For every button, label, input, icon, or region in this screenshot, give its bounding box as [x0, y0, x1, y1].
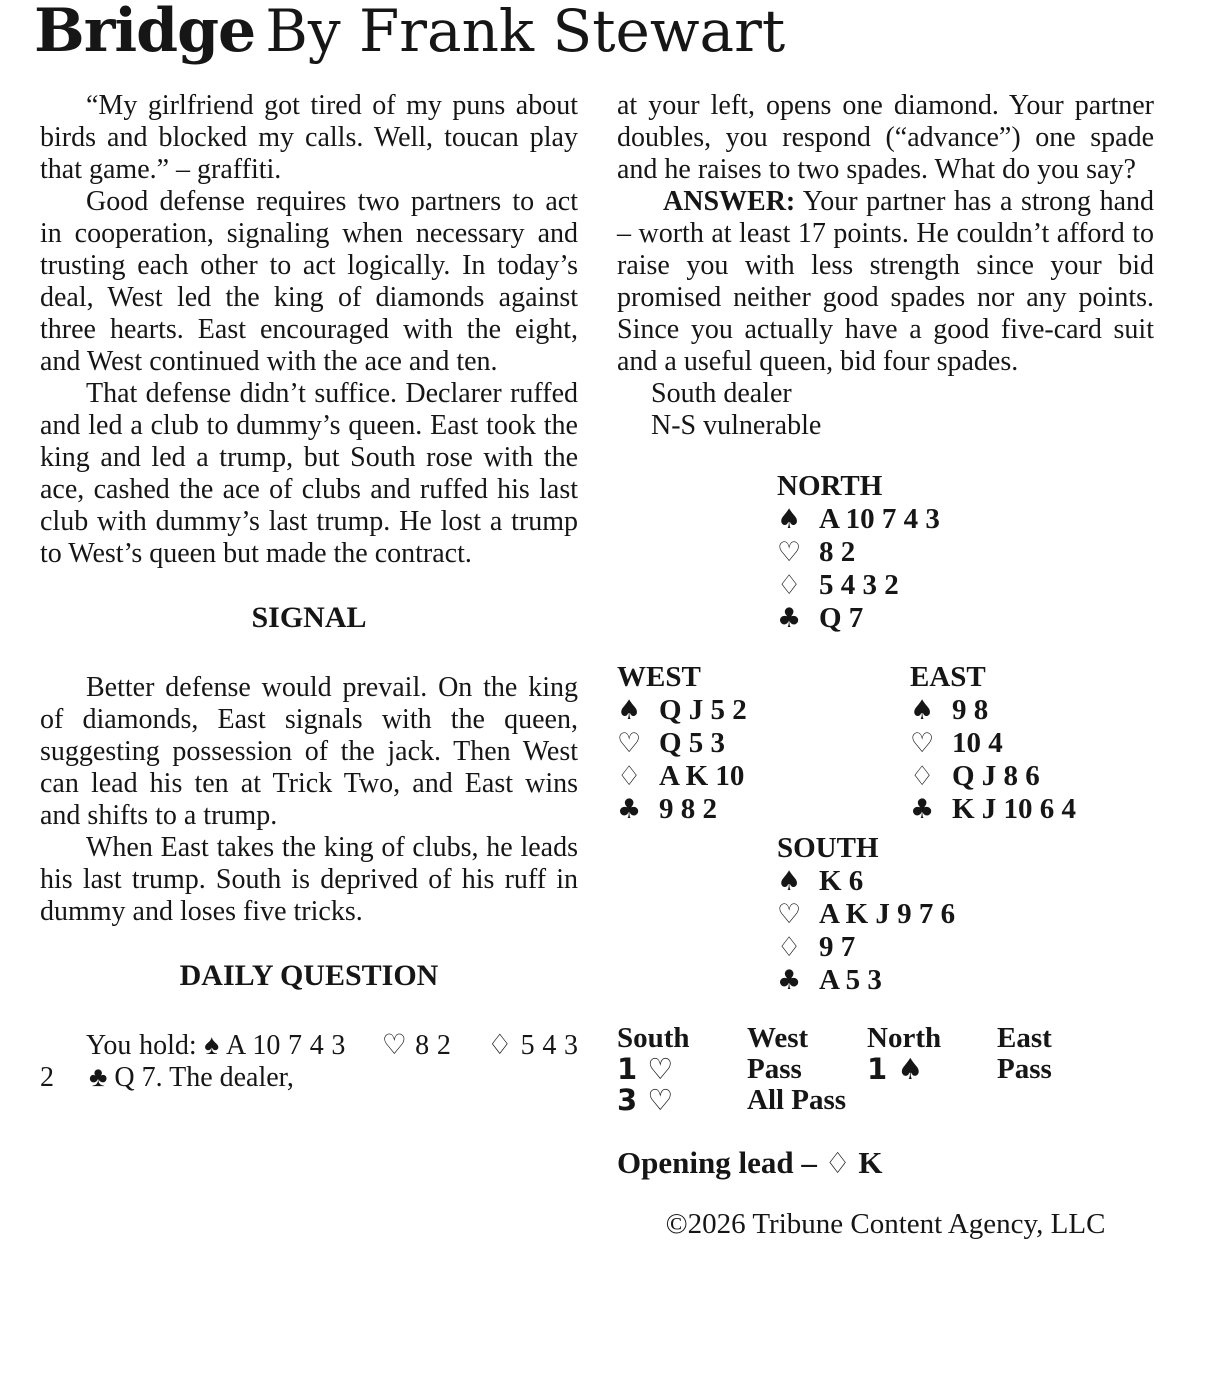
south-diamonds-row — [777, 931, 1154, 964]
bid-cell: Pass — [747, 1053, 802, 1085]
north-clubs-row — [777, 602, 1154, 635]
club-icon: ♣ — [777, 965, 802, 996]
diamond-icon: ♢ — [910, 761, 935, 792]
west-spades-row — [617, 694, 910, 727]
spade-icon: ♠ — [777, 504, 802, 535]
hand-cards: 5 4 3 2 — [819, 569, 899, 601]
diamond-icon: ♢ — [617, 761, 642, 792]
paragraph-when-east-takes: When East takes the king of clubs, he leads his last trump. South is deprived of his ruff in dummy and loses five tricks. — [40, 832, 578, 927]
article-columns — [40, 90, 1154, 1241]
bid-cell: 1 ♠ — [867, 1052, 924, 1086]
heart-icon: ♡ — [777, 537, 802, 568]
east-label: EAST — [910, 661, 986, 693]
bid-cell — [997, 1085, 1154, 1116]
hand-cards: 9 8 — [952, 694, 989, 726]
hand-cards: 9 7 — [819, 931, 856, 963]
bidding-header-south: South — [617, 1022, 690, 1054]
hand-cards: Q J 5 2 — [659, 694, 747, 726]
north-hand — [777, 470, 1154, 635]
heart-icon: ♡ — [617, 728, 642, 759]
answer-body: Your partner has a strong hand – worth at least 17 points. He couldn’t afford to raise you with less strength since your bid promised neither good spades nor any points. Since you actually have a good five-card suit and a useful queen, bid four spades. — [617, 186, 1154, 377]
hand-cards: A K J 9 7 6 — [819, 898, 956, 930]
north-label: NORTH — [777, 470, 883, 502]
bidding-header-north: North — [867, 1022, 942, 1054]
copyright-line: ©2026 Tribune Content Agency, LLC — [665, 1208, 1106, 1240]
club-icon: ♣ — [777, 603, 802, 634]
west-east-row — [617, 661, 1154, 826]
hand-cards: Q 5 3 — [659, 727, 726, 759]
paragraph-continuation: at your left, opens one diamond. Your partner doubles, you respond (“advance”) one spade and he raises to two spades. What do you say? — [617, 90, 1154, 185]
page-title: Bridge — [34, 0, 256, 66]
left-column — [40, 90, 578, 1241]
diamond-icon: ♢ — [824, 1146, 851, 1180]
opening-lead-card: K — [858, 1145, 883, 1180]
answer-label: ANSWER: — [663, 186, 796, 217]
diamond-icon: ♢ — [777, 570, 802, 601]
hand-cards: A 10 7 4 3 — [819, 503, 940, 535]
bid-cell: Pass — [997, 1053, 1052, 1085]
north-spades-row — [777, 503, 1154, 536]
east-diamonds-row — [910, 760, 1076, 793]
signal-heading: SIGNAL — [251, 601, 367, 634]
vulnerable-line: N-S vulnerable — [651, 410, 822, 441]
south-hearts-row — [777, 898, 1154, 931]
west-clubs-row — [617, 793, 910, 826]
east-hearts-row — [910, 727, 1076, 760]
bidding-header-west: West — [747, 1022, 809, 1054]
diamond-icon: ♢ — [777, 932, 802, 963]
hand-cards: K 6 — [819, 865, 864, 897]
spade-icon: ♠ — [910, 695, 935, 726]
hand-cards: 8 2 — [819, 536, 856, 568]
bid-cell — [867, 1085, 997, 1116]
paragraph-graffiti: “My girlfriend got tired of my puns about birds and blocked my calls. Well, toucan play that game.” – graffiti. — [40, 90, 578, 185]
bidding-table — [617, 1023, 1154, 1116]
heart-icon: ♡ — [910, 728, 935, 759]
club-icon: ♣ — [910, 794, 935, 825]
bid-cell: 3 ♡ — [617, 1083, 674, 1117]
hand-cards: 9 8 2 — [659, 793, 717, 825]
east-hand — [910, 661, 1076, 826]
spade-icon: ♠ — [777, 866, 802, 897]
bidding-header-east: East — [997, 1022, 1052, 1054]
north-diamonds-row — [777, 569, 1154, 602]
opening-lead-label: Opening lead – — [617, 1145, 817, 1180]
east-clubs-row — [910, 793, 1076, 826]
south-spades-row — [777, 865, 1154, 898]
dealer-line: South dealer — [651, 378, 792, 409]
hand-cards: Q J 8 6 — [952, 760, 1040, 792]
club-icon: ♣ — [617, 794, 642, 825]
heart-icon: ♡ — [777, 899, 802, 930]
hand-cards: A K 10 — [659, 760, 745, 792]
hand-cards: 10 4 — [952, 727, 1003, 759]
bid-cell: 1 ♡ — [617, 1052, 674, 1086]
paragraph-good-defense: Good defense requires two partners to act in cooperation, signaling when necessary and trusting each other to act logically. In today’s deal, West led the king of diamonds against three hearts. East encouraged with the eight, and West continued with the ace and ten. — [40, 186, 578, 377]
spade-icon: ♠ — [617, 695, 642, 726]
west-hearts-row — [617, 727, 910, 760]
answer-paragraph — [617, 186, 1154, 378]
west-diamonds-row — [617, 760, 910, 793]
masthead — [34, 0, 785, 66]
paragraph-that-defense: That defense didn’t suffice. Declarer ruffed and led a club to dummy’s queen. East took the king and led a trump, but South rose with the ace, cashed the ace of clubs and ruffed his last club with dummy’s last trump. He lost a trump to West’s queen but made the contract. — [40, 378, 578, 569]
page-byline: By Frank Stewart — [265, 0, 786, 65]
daily-question-heading: DAILY QUESTION — [179, 959, 439, 992]
south-clubs-row — [777, 964, 1154, 997]
west-hand — [617, 661, 910, 826]
south-hand — [777, 832, 1154, 997]
you-hold-paragraph: You hold: ♠ A 10 7 4 3 ♡ 8 2 ♢ 5 4 3 2 ♣ Q 7. The dealer, — [40, 1030, 578, 1093]
opening-lead — [617, 1146, 1154, 1180]
right-column — [617, 90, 1154, 1241]
south-label: SOUTH — [777, 832, 879, 864]
hand-cards: K J 10 6 4 — [952, 793, 1077, 825]
west-label: WEST — [617, 661, 701, 693]
hand-cards: A 5 3 — [819, 964, 882, 996]
bid-cell: All Pass — [747, 1084, 847, 1116]
hand-cards: Q 7 — [819, 602, 864, 634]
paragraph-better-defense: Better defense would prevail. On the king of diamonds, East signals with the queen, suggesting possession of the jack. Then West can lead his ten at Trick Two, and East wins and shifts to a trump. — [40, 672, 578, 831]
north-hearts-row — [777, 536, 1154, 569]
east-spades-row — [910, 694, 1076, 727]
